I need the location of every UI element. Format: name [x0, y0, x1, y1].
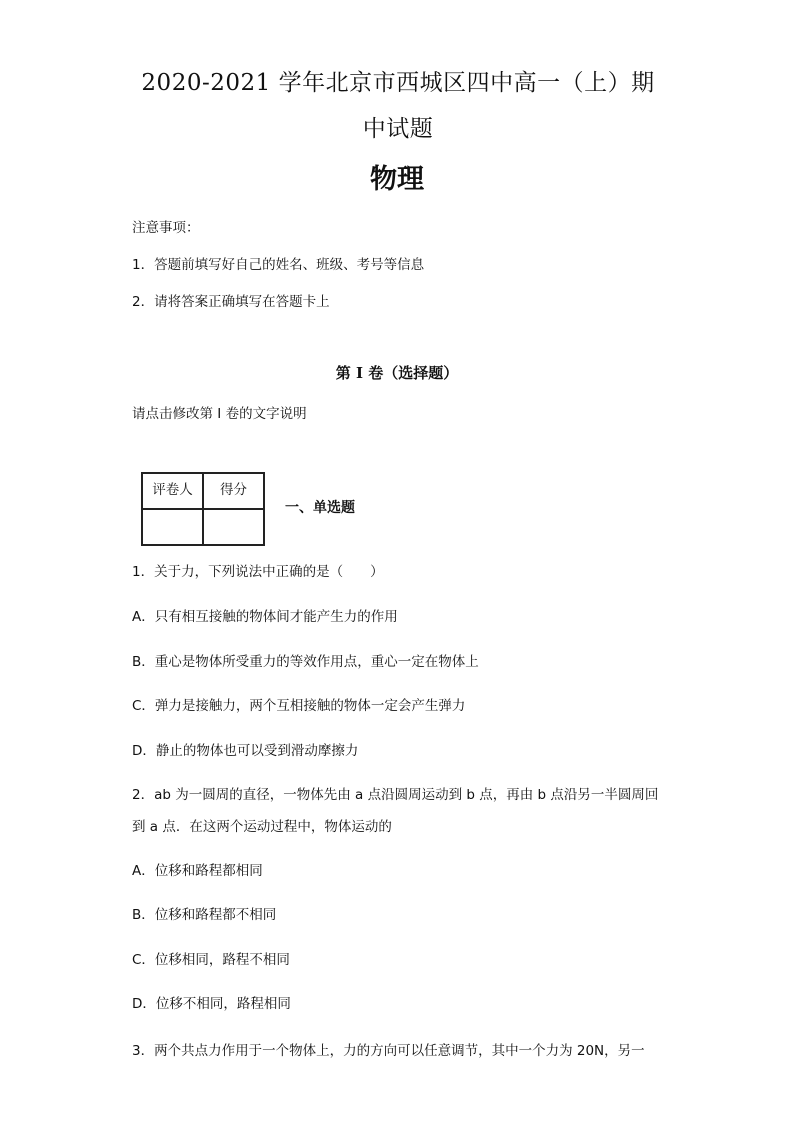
question-2-stem-line2: 到 a 点．在这两个运动过程中，物体运动的 [132, 819, 392, 835]
question-1-stem: 1．关于力，下列说法中正确的是（ ） [132, 564, 384, 580]
subject-heading: 物理 [370, 164, 424, 195]
notice-heading: 注意事项： [132, 220, 200, 236]
question-2-option-c: C．位移相同，路程不相同 [132, 952, 290, 968]
notice-item-1: 1．答题前填写好自己的姓名、班级、考号等信息 [132, 257, 425, 273]
question-1-option-b: B．重心是物体所受重力的等效作用点，重心一定在物体上 [132, 654, 479, 670]
exam-title [118, 60, 678, 152]
score-table-header-score: 得分 [203, 473, 264, 509]
exam-title-line1: 2020-2021 学年北京市西城区四中高一（上）期 [141, 70, 655, 96]
part1-title: 第 I 卷（选择题） [335, 364, 459, 382]
score-table [141, 472, 265, 546]
question-1-option-a: A．只有相互接触的物体间才能产生力的作用 [132, 609, 398, 625]
score-table-cell-grader [142, 509, 203, 545]
part1-description: 请点击修改第 I 卷的文字说明 [132, 406, 307, 422]
notice-item-2: 2．请将答案正确填写在答题卡上 [132, 294, 330, 310]
score-table-header-grader: 评卷人 [142, 473, 203, 509]
score-table-cell-score [203, 509, 264, 545]
question-2-option-a: A．位移和路程都相同 [132, 863, 263, 879]
section-heading: 一、单选题 [285, 500, 355, 516]
question-2-stem-line1: 2．ab 为一圆周的直径，一物体先由 a 点沿圆周运动到 b 点，再由 b 点沿另一半圆周回 [132, 787, 659, 803]
question-3-stem: 3．两个共点力作用于一个物体上，力的方向可以任意调节，其中一个力为 20N，另一 [132, 1043, 645, 1059]
question-1-option-d: D．静止的物体也可以受到滑动摩擦力 [132, 743, 359, 759]
question-2-option-d: D．位移不相同，路程相同 [132, 996, 291, 1012]
question-1-option-c: C．弹力是接触力，两个互相接触的物体一定会产生弹力 [132, 698, 466, 714]
question-2-option-b: B．位移和路程都不相同 [132, 907, 277, 923]
exam-title-line2: 中试题 [362, 116, 434, 142]
